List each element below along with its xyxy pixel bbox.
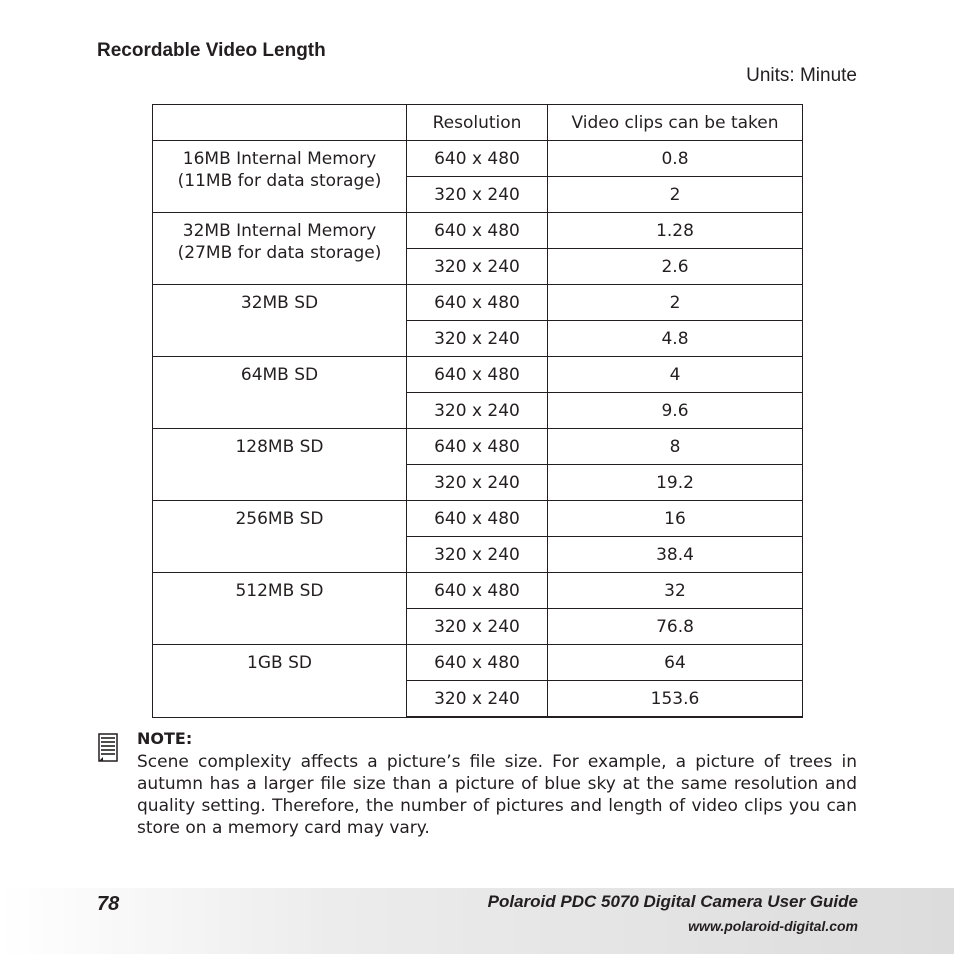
memory-cell	[153, 213, 407, 285]
memory-cell	[153, 429, 407, 501]
memory-label: (27MB for data storage)	[177, 243, 382, 263]
video-minutes-cell: 4.8	[548, 321, 803, 357]
resolution-cell: 640 x 480	[407, 213, 548, 249]
video-minutes-cell: 2	[548, 285, 803, 321]
video-length-table	[152, 104, 803, 718]
video-minutes-cell: 8	[548, 429, 803, 465]
video-minutes-cell: 153.6	[548, 681, 803, 718]
table-body	[153, 105, 803, 718]
resolution-cell: 320 x 240	[407, 177, 548, 213]
memory-label: (11MB for data storage)	[177, 171, 382, 191]
table-row	[153, 213, 803, 249]
resolution-cell: 640 x 480	[407, 357, 548, 393]
memory-cell	[153, 645, 407, 718]
resolution-cell: 640 x 480	[407, 285, 548, 321]
resolution-cell: 640 x 480	[407, 645, 548, 681]
header-memory	[153, 105, 407, 141]
video-minutes-cell: 2.6	[548, 249, 803, 285]
memory-cell	[153, 285, 407, 357]
memory-label: 32MB Internal Memory	[182, 221, 377, 241]
units-label: Units: Minute	[746, 65, 857, 86]
table-row	[153, 645, 803, 681]
memory-label: 64MB SD	[240, 365, 319, 385]
resolution-cell: 320 x 240	[407, 465, 548, 501]
video-minutes-cell: 1.28	[548, 213, 803, 249]
section-title: Recordable Video Length	[97, 40, 326, 61]
note-text: Scene complexity affects a picture’s file size. For example, a picture of trees in autumn has a larger file size than a picture of blue sky at the same resolution and quality setting. Therefore, the number of pictures and length of video clips you can store on a memory card may vary.	[137, 752, 857, 838]
resolution-cell: 320 x 240	[407, 681, 548, 718]
table-row	[153, 429, 803, 465]
memory-cell	[153, 573, 407, 645]
resolution-cell: 640 x 480	[407, 429, 548, 465]
resolution-cell: 320 x 240	[407, 249, 548, 285]
table-row	[153, 573, 803, 609]
table-row	[153, 285, 803, 321]
memory-label: 32MB SD	[240, 293, 319, 313]
memory-label: 128MB SD	[235, 437, 324, 457]
header-resolution: Resolution	[407, 105, 548, 141]
video-minutes-cell: 0.8	[548, 141, 803, 177]
memory-label: 1GB SD	[247, 653, 312, 673]
video-minutes-cell: 64	[548, 645, 803, 681]
resolution-cell: 640 x 480	[407, 141, 548, 177]
table-row	[153, 501, 803, 537]
resolution-cell: 640 x 480	[407, 573, 548, 609]
memory-cell	[153, 357, 407, 429]
video-minutes-cell: 76.8	[548, 609, 803, 645]
resolution-cell: 320 x 240	[407, 609, 548, 645]
resolution-cell: 320 x 240	[407, 321, 548, 357]
header-video-clips: Video clips can be taken	[548, 105, 803, 141]
table-header-row	[153, 105, 803, 141]
resolution-cell: 320 x 240	[407, 537, 548, 573]
memory-label: 512MB SD	[235, 581, 324, 601]
note-label: NOTE:	[137, 729, 193, 748]
video-minutes-cell: 32	[548, 573, 803, 609]
memory-cell	[153, 501, 407, 573]
memory-label: 16MB Internal Memory	[182, 149, 377, 169]
table-row	[153, 141, 803, 177]
note-icon	[98, 733, 118, 762]
table-row	[153, 357, 803, 393]
memory-label: 256MB SD	[235, 509, 324, 529]
memory-cell	[153, 141, 407, 213]
page-number: 78	[97, 893, 120, 915]
website-link: www.polaroid-digital.com	[688, 918, 858, 934]
video-minutes-cell: 19.2	[548, 465, 803, 501]
resolution-cell: 320 x 240	[407, 393, 548, 429]
video-minutes-cell: 16	[548, 501, 803, 537]
video-minutes-cell: 4	[548, 357, 803, 393]
video-minutes-cell: 38.4	[548, 537, 803, 573]
resolution-cell: 640 x 480	[407, 501, 548, 537]
guide-title: Polaroid PDC 5070 Digital Camera User Guide	[487, 892, 858, 911]
video-minutes-cell: 2	[548, 177, 803, 213]
video-minutes-cell: 9.6	[548, 393, 803, 429]
